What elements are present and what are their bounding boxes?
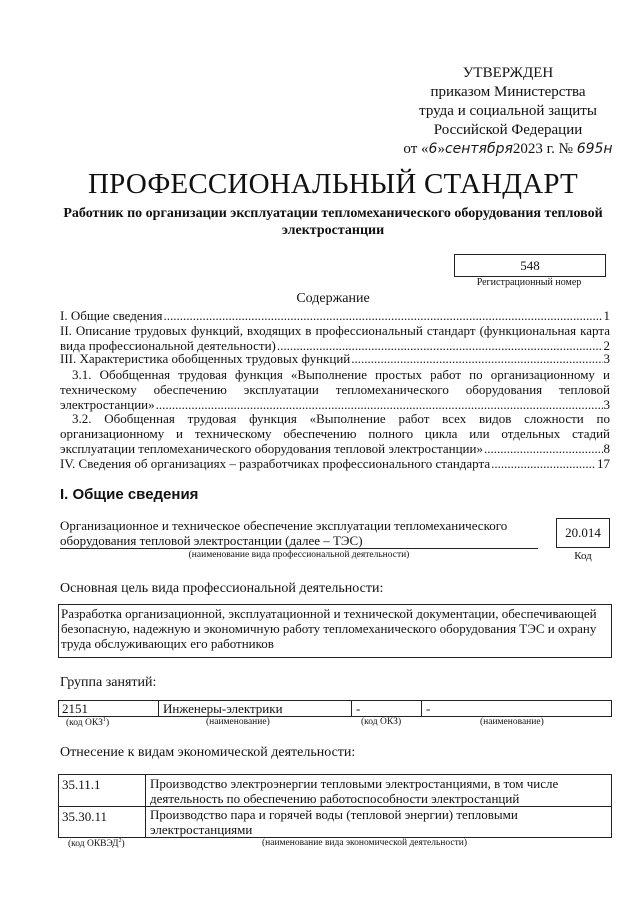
- approval-month: сентября: [444, 141, 513, 157]
- econ-row-2-code: 35.30.11: [62, 809, 108, 824]
- toc-item-2[interactable]: II. Описание трудовых функций, входящих в профессиональный стандарт (функциональная карта вида профессиональной деятельности) ..... 2: [60, 323, 610, 353]
- registration-number-box: 548: [454, 254, 606, 277]
- toc-item-4[interactable]: IV. Сведения об организациях – разработчиках профессионального стандарта ..... 17: [60, 456, 610, 471]
- group-caption-code-2: (код ОКЗ): [361, 717, 402, 727]
- approval-block: [383, 64, 633, 159]
- occupation-group-table: [58, 700, 612, 717]
- toc-item-3-2[interactable]: 3.2. Обобщенная трудовая функция «Выполнение работ всех видов сложности по организационному и техническому обеспечению полного цикла или отдельных стадий эксплуатации тепломеханического оборудования тепловой электростанции» ..... 8: [60, 411, 610, 456]
- toc-item-1[interactable]: I. Общие сведения ..... 1: [60, 308, 610, 323]
- activity-underline: [60, 548, 538, 549]
- econ-caption-name: (наименование вида экономической деятельности): [262, 838, 467, 848]
- occupation-code-1: 2151: [62, 701, 88, 716]
- activity-code-label: Код: [574, 550, 592, 562]
- occupation-code-2: -: [356, 701, 361, 716]
- registration-label: Регистрационный номер: [476, 277, 582, 288]
- goal-box: Разработка организационной, эксплуатационной и технической документации, обеспечивающей безопасную, надежную и экономичную работу тепломеханического оборудования ТЭС и охрану труда обслуживающих его работников: [58, 604, 612, 658]
- occupation-name-1: Инженеры-электрики: [163, 701, 283, 716]
- econ-activity-table: [58, 774, 612, 838]
- toc-item-3[interactable]: III. Характеристика обобщенных трудовых функций ..... 3: [60, 351, 610, 366]
- approval-order: приказом Министерства: [430, 84, 586, 100]
- group-caption-name-2: (наименование): [480, 717, 544, 727]
- group-caption-name: (наименование): [206, 717, 270, 727]
- document-title: ПРОФЕССИОНАЛЬНЫЙ СТАНДАРТ: [88, 168, 578, 200]
- approval-country: Российской Федерации: [433, 122, 583, 138]
- group-caption-code: (код ОКЗ$^1$): [66, 717, 110, 729]
- econ-caption-code: (код ОКВЭД$^2$): [68, 838, 125, 850]
- activity-caption: (наименование вида профессиональной деятельности): [188, 550, 410, 560]
- occupation-name-2: -: [426, 701, 431, 716]
- section-heading: I. Общие сведения: [60, 486, 199, 503]
- activity-code-box: 20.014: [556, 518, 610, 548]
- toc-item-3-1[interactable]: 3.1. Обобщенная трудовая функция «Выполнение простых работ по организационному и техническому обеспечению эксплуатации тепломеханического оборудования тепловой электростанции» ..... 3: [60, 367, 610, 412]
- approval-title: УТВЕРЖДЕН: [462, 65, 554, 81]
- toc-heading: Содержание: [296, 291, 370, 306]
- approval-number: 695н: [576, 141, 613, 157]
- approval-day: 6: [428, 141, 438, 157]
- approval-date-line: от «6»сентября2023 г. № 695н: [403, 141, 613, 157]
- group-label: Группа занятий:: [60, 675, 157, 690]
- goal-label: Основная цель вида профессиональной деятельности:: [60, 581, 384, 596]
- econ-row-2-name: Производство пара и горячей воды (тепловой энергии) тепловыми электростанциями: [150, 807, 518, 837]
- econ-row-1-code: 35.11.1: [62, 777, 101, 792]
- econ-row-1-name: Производство электроэнергии тепловыми электростанциями, в том числе деятельность по обеспечению работоспособности электростанций: [150, 776, 559, 806]
- activity-name: Организационное и техническое обеспечение эксплуатации тепломеханического оборудования тепловой электростанции (далее – ТЭС): [60, 518, 508, 548]
- document-subtitle: Работник по организации эксплуатации тепломеханического оборудования тепловой электростанции: [63, 206, 603, 238]
- approval-ministry: труда и социальной защиты: [419, 103, 597, 119]
- econ-label: Отнесение к видам экономической деятельности:: [60, 745, 356, 760]
